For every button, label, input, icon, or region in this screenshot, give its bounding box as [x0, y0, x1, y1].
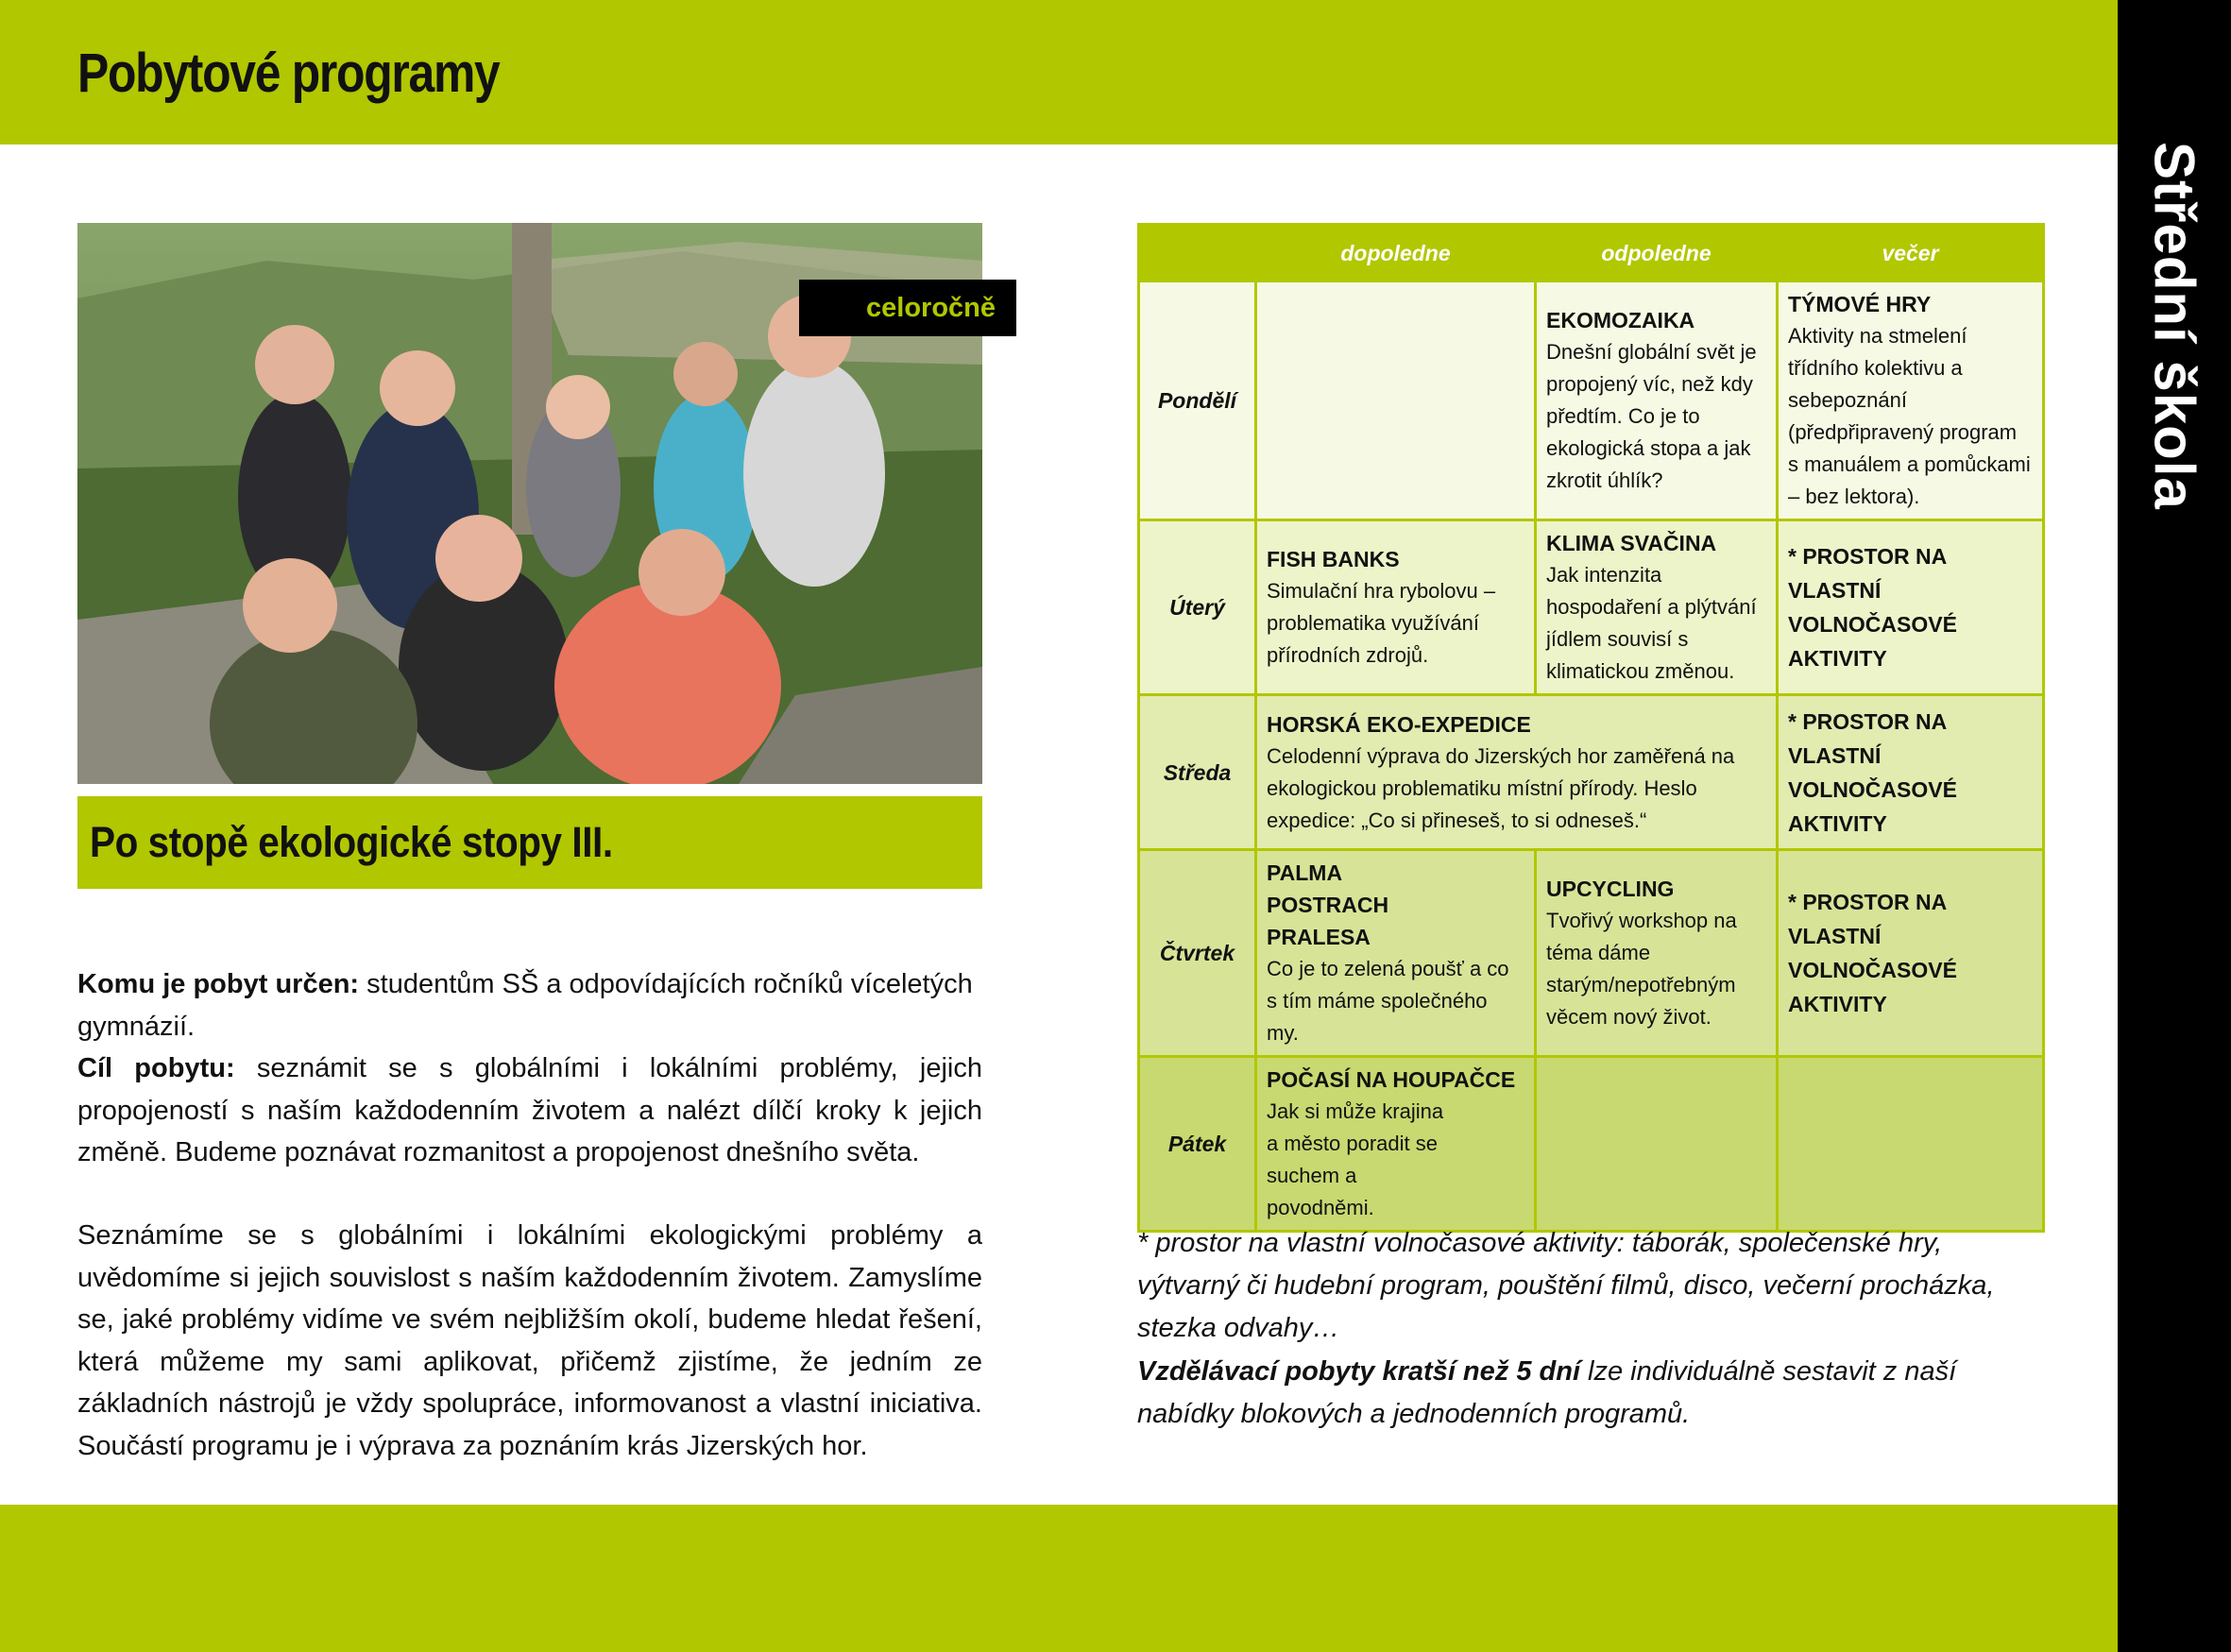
activity-title: FISH BANKS	[1267, 547, 1400, 571]
activity-desc: Co je to zelená poušť a co s tím máme společného my.	[1267, 957, 1509, 1045]
short-stay-text: lze individuálně sestavit z naší nabídky blokových a jednodenních programů.	[1137, 1356, 1957, 1429]
activity-desc: Celodenní výprava do Jizerských hor zaměřená na ekologickou problematiku místní přírody. Heslo expedice: „Co si přineseš, to si odneseš.“	[1267, 743, 1735, 832]
schedule-header-row	[1139, 225, 2044, 281]
program-title-banner	[77, 796, 982, 889]
wednesday-evening	[1778, 695, 2044, 850]
audience-text: studentům SŠ a odpovídajících ročníků víceletých gymnázií.	[77, 969, 973, 1042]
day-wednesday: Středa	[1139, 695, 1256, 850]
friday-afternoon	[1536, 1057, 1778, 1232]
day-tuesday: Úterý	[1139, 520, 1256, 695]
activity-desc: Simulační hra rybolovu – problematika využívání přírodních zdrojů.	[1267, 579, 1496, 667]
activity-title: EKOMOZAIKA	[1546, 308, 1695, 332]
day-thursday: Čtvrtek	[1139, 850, 1256, 1057]
short-stay-label: Vzdělávací pobyty kratší než 5 dní	[1137, 1356, 1580, 1387]
program-title: Po stopě ekologické stopy III.	[90, 818, 613, 866]
activity-title: TÝMOVÉ HRY	[1788, 292, 1932, 316]
thursday-afternoon	[1536, 850, 1778, 1057]
free-time-label: * PROSTOR NA VLASTNÍ VOLNOČASOVÉ AKTIVITY	[1788, 544, 1957, 671]
activity-title: POČASÍ NA HOUPAČCE	[1267, 1067, 1516, 1092]
activity-title: UPCYCLING	[1546, 877, 1675, 901]
header-morning: dopoledne	[1256, 225, 1536, 281]
wednesday-allday	[1256, 695, 1778, 850]
audience-label: Komu je pobyt určen:	[77, 969, 360, 999]
activity-title: KLIMA SVAČINA	[1546, 531, 1717, 555]
day-friday: Pátek	[1139, 1057, 1256, 1232]
availability-badge: celoročně	[799, 280, 1016, 336]
header-afternoon: odpoledne	[1536, 225, 1778, 281]
thursday-evening	[1778, 850, 2044, 1057]
goal-label: Cíl pobytu:	[77, 1053, 235, 1083]
goal-paragraph	[77, 1047, 982, 1174]
free-time-label: * PROSTOR NA VLASTNÍ VOLNOČASOVÉ AKTIVITY	[1788, 890, 1957, 1016]
day-monday: Pondělí	[1139, 281, 1256, 520]
monday-afternoon	[1536, 281, 1778, 520]
footer-bar	[0, 1505, 2118, 1652]
page-title: Pobytové programy	[77, 43, 500, 104]
goal-text: seznámit se s globálními i lokálními problémy, jejich propojeností s naším každodenním životem a nalézt dílčí kroky k jejich změně. Budeme poznávat rozmanitost a propojenost dnešního světa.	[77, 1053, 982, 1167]
activity-desc: Jak si může krajina a město poradit se suchem a povodněmi.	[1267, 1099, 1444, 1219]
activity-title: PALMA POSTRACH PRALESA	[1267, 860, 1389, 949]
activity-desc: Jak intenzita hospodaření a plýtvání jídlem souvisí s klimatickou změnou.	[1546, 563, 1757, 683]
row-thursday	[1139, 850, 2044, 1057]
monday-evening	[1778, 281, 2044, 520]
description-paragraph: Seznámíme se s globálními i lokálními ekologickými problémy a uvědomíme si jejich souvislost s naším každodenním životem. Zamyslíme se, jaké problémy vidíme ve svém nejbližším okolí, budeme hledat řešení, která můžeme my sami aplikovat, přičemž zjistíme, že jedním ze základních nástrojů je vždy spolupráce, informovanost a vlastní iniciativa. Součástí programu je i výprava za poznáním krás Jizerských hor.	[77, 1220, 982, 1461]
friday-morning	[1256, 1057, 1536, 1232]
free-time-label: * PROSTOR NA VLASTNÍ VOLNOČASOVÉ AKTIVITY	[1788, 708, 1957, 836]
tuesday-afternoon	[1536, 520, 1778, 695]
row-friday	[1139, 1057, 2044, 1232]
tuesday-evening	[1778, 520, 2044, 695]
row-monday	[1139, 281, 2044, 520]
thursday-morning	[1256, 850, 1536, 1057]
activity-title: HORSKÁ EKO-EXPEDICE	[1267, 711, 1531, 737]
audience-paragraph	[77, 963, 982, 1047]
activity-desc: Tvořivý workshop na téma dáme starým/nepotřebným věcem nový život.	[1546, 909, 1737, 1029]
free-time-note: * prostor na vlastní volnočasové aktivity: táborák, společenské hry, výtvarný či hudební program, pouštění filmů, disco, večerní procházka, stezka odvahy…	[1137, 1228, 1995, 1343]
row-tuesday	[1139, 520, 2044, 695]
schedule-table	[1137, 223, 2045, 1233]
header-evening: večer	[1778, 225, 2044, 281]
row-wednesday	[1139, 695, 2044, 850]
friday-evening	[1778, 1057, 2044, 1232]
activity-desc: Dnešní globální svět je propojený víc, než kdy předtím. Co je to ekologická stopa a jak zkrotit úhlík?	[1546, 340, 1757, 492]
sidebar-label: Střední škola	[2142, 142, 2206, 510]
activity-desc: Aktivity na stmelení třídního kolektivu a sebepoznání (předpřipravený program s manuálem a pomůckami – bez lektora).	[1788, 324, 2031, 508]
header-corner	[1139, 225, 1256, 281]
monday-morning	[1256, 281, 1536, 520]
short-stay-note	[1137, 1351, 2042, 1436]
tuesday-morning	[1256, 520, 1536, 695]
